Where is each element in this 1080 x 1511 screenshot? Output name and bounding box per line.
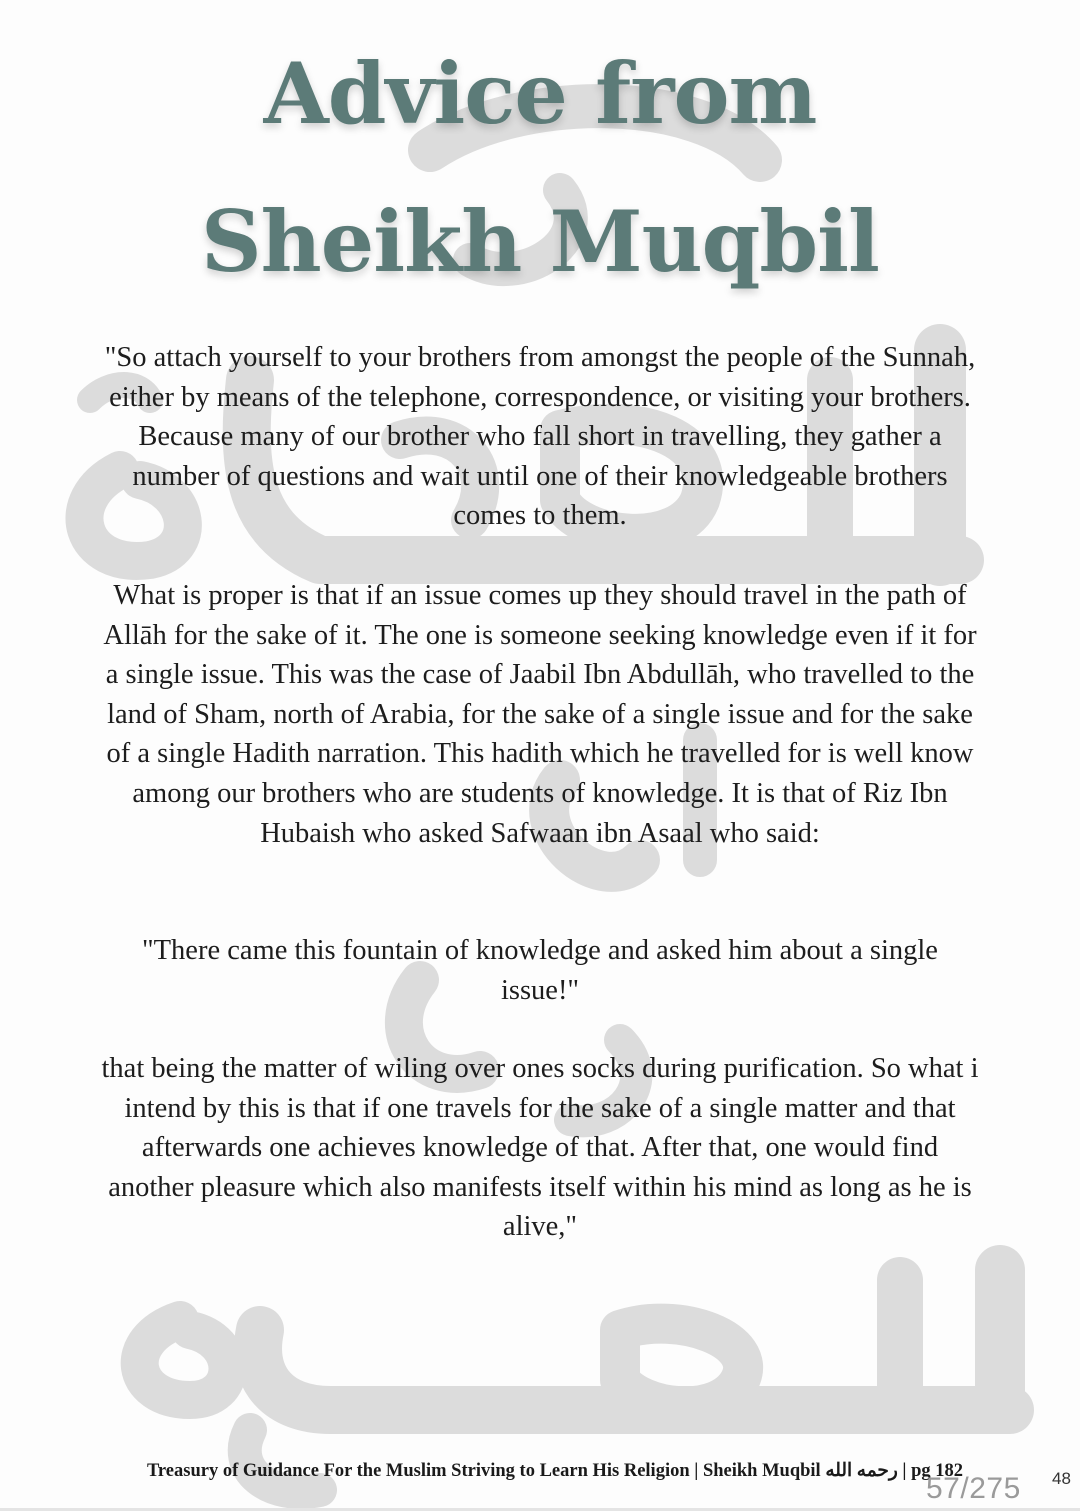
viewer-page-counter: 57/275 [926, 1472, 1021, 1505]
paragraph-4: that being the matter of wiling over ones socks during purification. So what i intend by this is that if one travels for the sake of a single matter and that afterwards one achieves knowledge of that. After that, one would find another pleasure which also manifests itself within his mind as long as he is alive," [101, 1053, 979, 1243]
title-line-1: Advice from [263, 44, 817, 143]
title-line-2: Sheikh Muqbil [201, 192, 879, 291]
paragraph-3-quote: "There came this fountain of knowledge and asked him about a single issue!" [142, 935, 938, 1006]
page-number: 48 [1052, 1469, 1071, 1488]
book-footer: Treasury of Guidance For the Muslim Striving to Learn His Religion | Sheikh Muqbil رحمه الله | pg 182 [146, 1461, 964, 1481]
paragraph-1: "So attach yourself to your brothers from amongst the people of the Sunnah, either by means of the telephone, correspondence, or visiting your brothers. Because many of our brother who fall short in travelling, they gather a number of questions and wait until one of their knowledgeable brothers comes to them. [104, 342, 976, 532]
paragraph-2: What is proper is that if an issue comes up they should travel in the path of Allāh for the sake of it. The one is someone seeking knowledge even if it for a single issue. This was the case of Jaabil Ibn Abdullāh, who travelled to the land of Sham, north of Arabia, for the sake of a single issue and for the sake of a single Hadith narration. This hadith which he travelled for is well know among our brothers who are students of knowledge. It is that of Riz Ibn Hubaish who asked Safwaan ibn Asaal who said: [103, 580, 977, 849]
